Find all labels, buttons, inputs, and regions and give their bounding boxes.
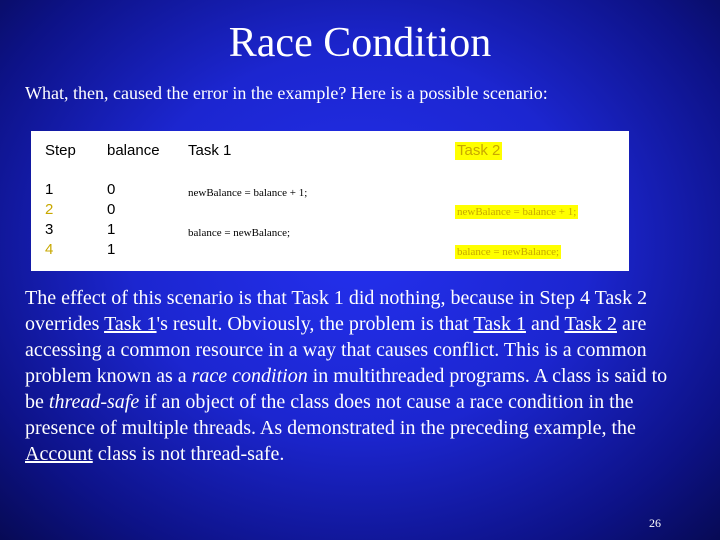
- body-paragraph: [25, 285, 675, 467]
- body-text-segment: 's result. Obviously, the problem is that: [156, 313, 474, 335]
- task2-link[interactable]: Task 2: [564, 313, 617, 335]
- body-text-segment: The effect of this scenario is that Task 1 did nothing, because in Step 4 Task 2 overrides: [25, 287, 648, 335]
- header-task2: Task 2: [457, 142, 501, 159]
- row2-step: 2: [45, 201, 54, 218]
- row4-task2: balance = newBalance;: [457, 246, 560, 258]
- row2-task2: newBalance = balance + 1;: [457, 206, 577, 218]
- intro-text: What, then, caused the error in the example? Here is a possible scenario:: [25, 83, 548, 103]
- body-text-segment: if an object of the class does not cause a race condition in the presence of multiple threads. As demonstrated in the preceding example, the: [25, 391, 636, 439]
- scenario-table: [31, 131, 629, 271]
- page-number: 26: [649, 516, 661, 530]
- body-text-segment: are accessing a common resource in a way that causes conflict. This is a common problem known as a: [25, 313, 647, 387]
- row4-step: 4: [45, 241, 54, 258]
- row1-step: 1: [45, 181, 54, 198]
- body-text-segment: and: [525, 313, 565, 335]
- row3-balance: 1: [107, 221, 116, 238]
- task1-link[interactable]: Task 1: [104, 313, 157, 335]
- body-text-segment: in multithreaded programs. A class is said to be: [25, 365, 668, 413]
- row2-balance: 0: [107, 201, 116, 218]
- row1-balance: 0: [107, 181, 116, 198]
- thread-safe-term: thread-safe: [48, 391, 140, 413]
- header-step: Step: [45, 142, 76, 159]
- row4-balance: 1: [107, 241, 116, 258]
- row1-task1: newBalance = balance + 1;: [188, 187, 308, 199]
- header-task1: Task 1: [188, 142, 232, 159]
- body-text-segment: class is not thread-safe.: [92, 443, 285, 465]
- slide-title: Race Condition: [228, 20, 492, 66]
- task1-link[interactable]: Task 1: [473, 313, 526, 335]
- account-link[interactable]: Account: [25, 443, 93, 465]
- row3-task1: balance = newBalance;: [188, 227, 291, 239]
- row3-step: 3: [45, 221, 54, 238]
- header-balance: balance: [107, 142, 160, 159]
- race-condition-term: race condition: [191, 365, 308, 387]
